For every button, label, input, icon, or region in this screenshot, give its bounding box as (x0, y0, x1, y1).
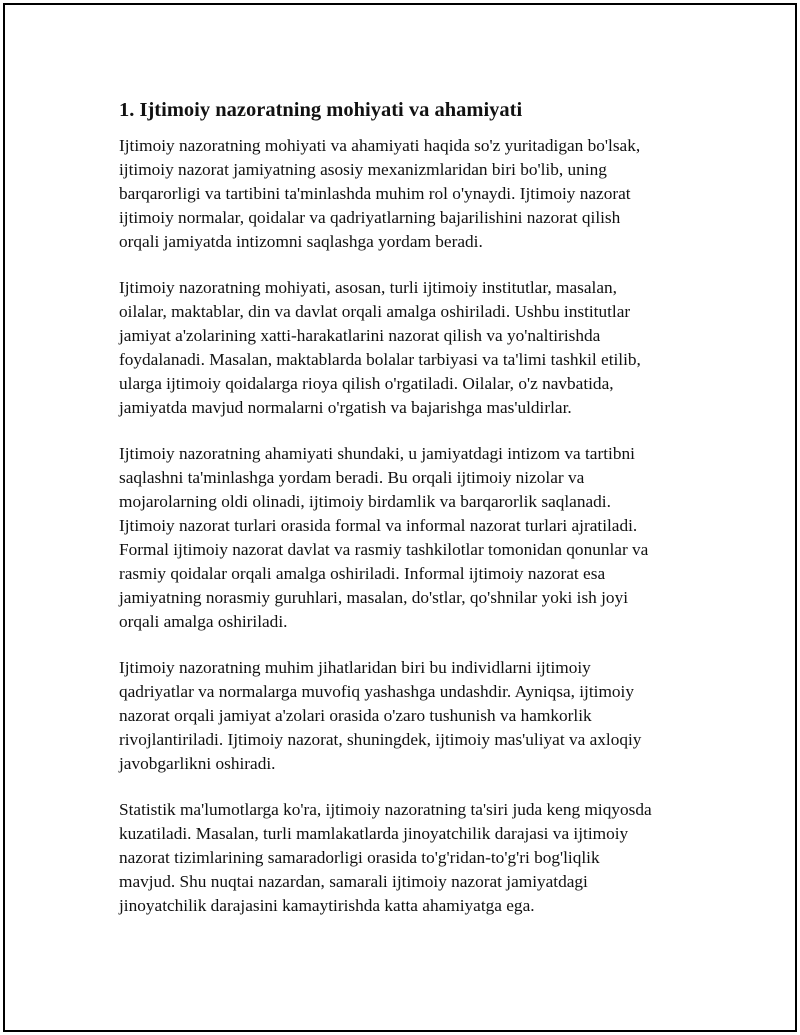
paragraph: Statistik ma'lumotlarga ko'ra, ijtimoiy nazoratning ta'siri juda keng miqyosda kuzatiladi. Masalan, turli mamlakatlarda jinoyatchilik darajasi va ijtimoiy nazorat tizimlarining samaradorligi orasida to'g'ridan-to'g'ri bog'liqlik mavjud. Shu nuqtai nazardan, samarali ijtimoiy nazorat jamiyatdagi jinoyatchilik darajasini kamaytirishda katta ahamiyatga ega. (119, 800, 652, 915)
paragraph: Ijtimoiy nazoratning mohiyati, asosan, turli ijtimoiy institutlar, masalan, oilalar, maktablar, din va davlat orqali amalga oshiriladi. Ushbu institutlar jamiyat a'zolarining xatti-harakatlarini nazorat qilish va yo'naltirishda foydalanadi. Masalan, maktablarda bolalar tarbiyasi va ta'limi tashkil etilib, ularga ijtimoiy qoidalarga rioya qilish o'rgatiladi. Oilalar, o'z navbatida, jamiyatda mavjud normalarni o'rgatish va bajarishga mas'uldirlar. (119, 278, 641, 417)
document-page (3, 3, 797, 1032)
paragraph: Ijtimoiy nazoratning mohiyati va ahamiyati haqida so'z yuritadigan bo'lsak, ijtimoiy nazorat jamiyatning asosiy mexanizmlaridan biri bo'lib, uning barqarorligi va tartibini ta'minlashda muhim rol o'ynaydi. Ijtimoiy nazorat ijtimoiy normalar, qoidalar va qadriyatlarning bajarilishini nazorat qilish orqali jamiyatda intizomni saqlashga yordam beradi. (119, 136, 641, 251)
document-body (119, 95, 699, 940)
paragraph: Ijtimoiy nazoratning ahamiyati shundaki, u jamiyatdagi intizom va tartibni saqlashni ta'minlashga yordam beradi. Bu orqali ijtimoiy nizolar va mojarolarning oldi olinadi, ijtimoiy birdamlik va barqarorlik saqlanadi. Ijtimoiy nazorat turlari orasida formal va informal nazorat turlari ajratiladi. Formal ijtimoiy nazorat davlat va rasmiy tashkilotlar tomonidan qonunlar va rasmiy qoidalar orqali amalga oshiriladi. Informal ijtimoiy nazorat esa jamiyatning norasmiy guruhlari, masalan, do'stlar, qo'shnilar yoki ish joyi orqali amalga oshiriladi. (119, 444, 649, 631)
paragraph: Ijtimoiy nazoratning muhim jihatlaridan biri bu individlarni ijtimoiy qadriyatlar va normalarga muvofiq yashashga undashdir. Ayniqsa, ijtimoiy nazorat orqali jamiyat a'zolari orasida o'zaro tushunish va hamkorlik rivojlantiriladi. Ijtimoiy nazorat, shuningdek, ijtimoiy mas'uliyat va axloqiy javobgarlikni oshiradi. (119, 658, 642, 773)
section-heading: 1. Ijtimoiy nazoratning mohiyati va ahamiyati (119, 99, 523, 121)
